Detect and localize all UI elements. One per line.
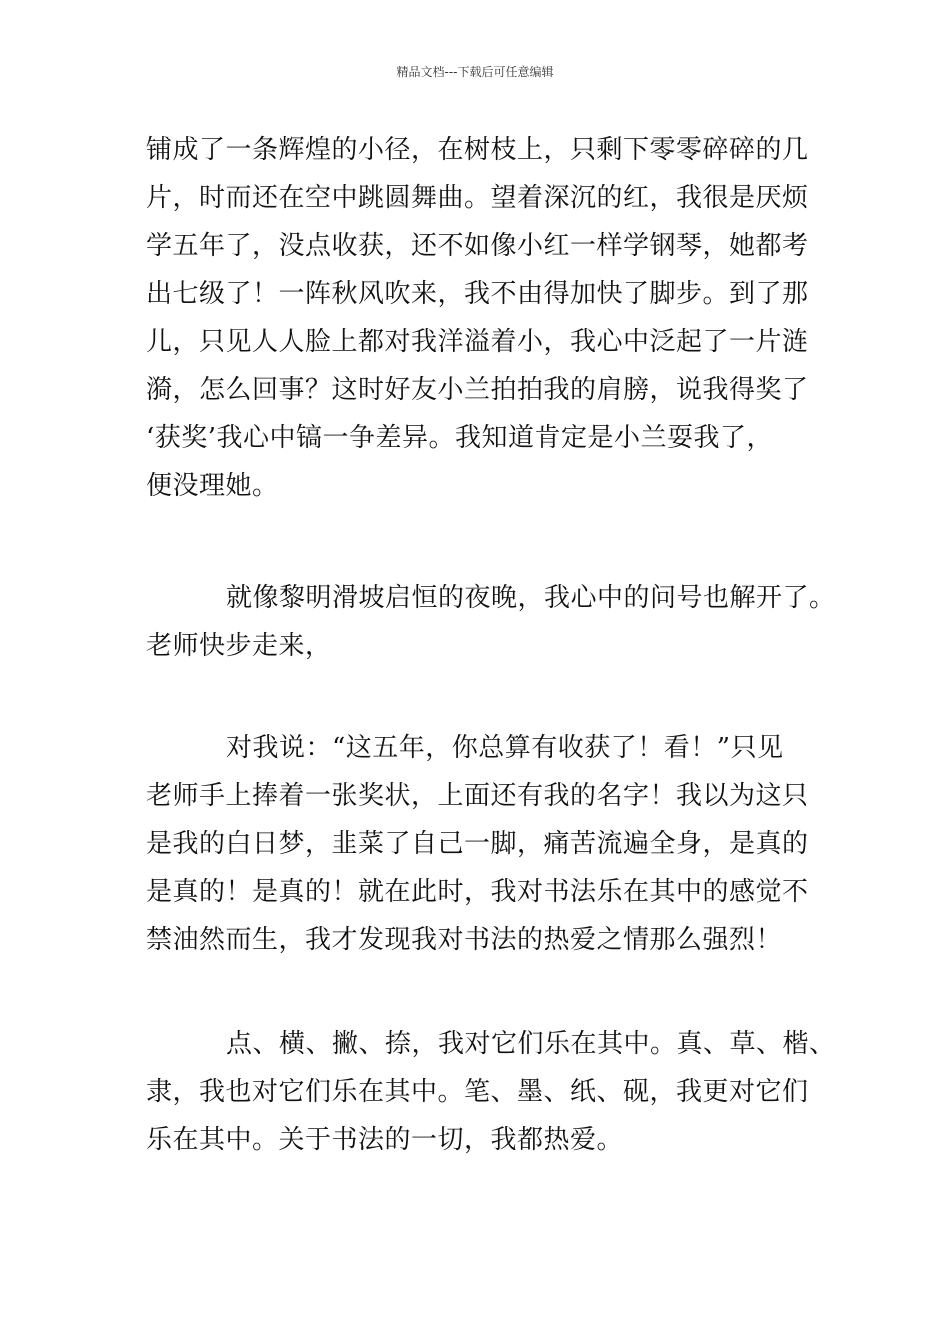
page-header: 精品文档---下载后可任意编辑 [396,65,554,79]
paragraph-1-line-3: 学五年了，没点收获，还不如像小红一样学钢琴，她都考 [146,231,809,261]
paragraph-1-line-8: 便没理她。 [146,471,279,501]
paragraph-4-line-2: 隶，我也对它们乐在其中。笔、墨、纸、砚，我更对它们 [146,1077,809,1107]
paragraph-3-line-3: 是我的白日梦，韭菜了自己一脚，痛苦流遍全身，是真的 [146,829,809,859]
paragraph-1-line-1: 铺成了一条辉煌的小径，在树枝上，只剩下零零碎碎的几 [146,135,809,165]
paragraph-2-line-1: 就像黎明滑坡启恒的夜晚，我心中的问号也解开了。 [226,583,836,613]
paragraph-1-line-5: 儿，只见人人脸上都对我洋溢着小，我心中泛起了一片涟 [146,327,809,357]
paragraph-1-line-6: 漪，怎么回事？这时好友小兰拍拍我的肩膀，说我得奖了 [146,375,809,405]
paragraph-3-line-4: 是真的！是真的！就在此时，我对书法乐在其中的感觉不 [146,877,809,907]
paragraph-4-line-3: 乐在其中。关于书法的一切，我都热爱。 [146,1125,624,1155]
paragraph-4-line-1: 点、横、撇、捺，我对它们乐在其中。真、草、楷、 [226,1029,836,1059]
paragraph-1-line-2: 片，时而还在空中跳圆舞曲。望着深沉的红，我很是厌烦 [146,183,809,213]
paragraph-3-line-5: 禁油然而生，我才发现我对书法的热爱之情那么强烈！ [146,925,783,955]
paragraph-3-line-2: 老师手上捧着一张奖状，上面还有我的名字！我以为这只 [146,781,809,811]
paragraph-3-line-1: 对我说：“这五年，你总算有收获了！看！”只见 [226,733,784,763]
paragraph-2-line-2: 老师快步走来， [146,631,332,661]
paragraph-1-line-4: 出七级了！一阵秋风吹来，我不由得加快了脚步。到了那 [146,279,809,309]
paragraph-1-line-7: ‘获奖’我心中镐一争差异。我知道肯定是小兰耍我了， [146,423,774,453]
